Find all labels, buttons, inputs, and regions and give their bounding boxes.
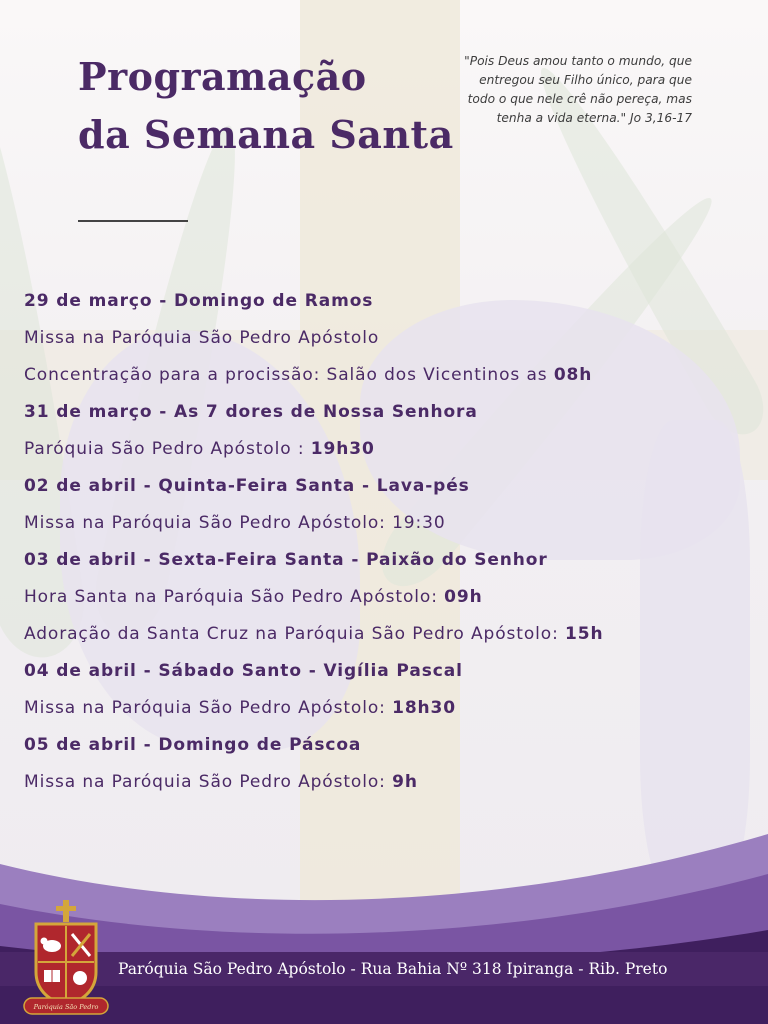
schedule-time: 15h bbox=[565, 624, 604, 644]
title-divider bbox=[78, 220, 188, 222]
schedule-event bbox=[24, 323, 754, 360]
schedule-time: 08h bbox=[553, 365, 593, 385]
schedule-text: 04 de abril - Sábado Santo - Vigília Pascal bbox=[24, 661, 463, 681]
schedule-event bbox=[24, 693, 754, 730]
title-line-1: Programação bbox=[78, 54, 367, 99]
schedule-text: Adoração da Santa Cruz na Paróquia São Pedro Apóstolo: bbox=[24, 624, 565, 644]
crest-banner-text: Paróquia São Pedro bbox=[33, 1003, 99, 1011]
schedule-event bbox=[24, 434, 754, 471]
schedule-day-heading bbox=[24, 730, 754, 767]
schedule-day-heading bbox=[24, 656, 754, 693]
title-line-2: da Semana Santa bbox=[78, 112, 454, 157]
schedule-time: 9h bbox=[392, 772, 418, 792]
cross-icon bbox=[56, 900, 76, 922]
schedule-text: 31 de março - As 7 dores de Nossa Senhora bbox=[24, 402, 478, 422]
schedule-day-heading bbox=[24, 286, 754, 323]
schedule-text: Missa na Paróquia São Pedro Apóstolo bbox=[24, 328, 380, 348]
schedule-text: Concentração para a procissão: Salão dos Vicentinos as bbox=[24, 365, 554, 385]
schedule-text: Paróquia São Pedro Apóstolo : bbox=[24, 439, 311, 459]
schedule-text: 02 de abril - Quinta-Feira Santa - Lava-pés bbox=[24, 476, 470, 496]
page-title bbox=[78, 48, 454, 164]
schedule-event bbox=[24, 360, 754, 397]
schedule-day-heading bbox=[24, 471, 754, 508]
footer-wave bbox=[0, 834, 768, 1024]
book-icon bbox=[44, 970, 60, 982]
schedule-list bbox=[24, 286, 754, 804]
crest-ornament bbox=[73, 971, 87, 985]
crest-icon bbox=[20, 898, 112, 1020]
schedule-day-heading bbox=[24, 545, 754, 582]
schedule-event bbox=[24, 508, 754, 545]
schedule-time: 18h30 bbox=[392, 698, 457, 718]
schedule-text: Missa na Paróquia São Pedro Apóstolo: 19:30 bbox=[24, 513, 446, 533]
schedule-event bbox=[24, 767, 754, 804]
schedule-text: Missa na Paróquia São Pedro Apóstolo: bbox=[24, 698, 393, 718]
bible-quote: "Pois Deus amou tanto o mundo, que entregou seu Filho único, para que todo o que nele crê não pereça, mas tenha a vida eterna." Jo 3,16-17 bbox=[464, 54, 692, 125]
schedule-text: Missa na Paróquia São Pedro Apóstolo: bbox=[24, 772, 393, 792]
schedule-text: Hora Santa na Paróquia São Pedro Apóstolo: bbox=[24, 587, 445, 607]
schedule-event bbox=[24, 582, 754, 619]
schedule-text: 05 de abril - Domingo de Páscoa bbox=[24, 735, 362, 755]
footer-address: Paróquia São Pedro Apóstolo - Rua Bahia Nº 318 Ipiranga - Rib. Preto bbox=[118, 960, 668, 978]
schedule-time: 09h bbox=[444, 587, 483, 607]
schedule-text: 03 de abril - Sexta-Feira Santa - Paixão do Senhor bbox=[24, 550, 548, 570]
schedule-time: 19h30 bbox=[310, 439, 375, 459]
schedule-event bbox=[24, 619, 754, 656]
schedule-text: 29 de março - Domingo de Ramos bbox=[24, 291, 374, 311]
schedule-day-heading bbox=[24, 397, 754, 434]
